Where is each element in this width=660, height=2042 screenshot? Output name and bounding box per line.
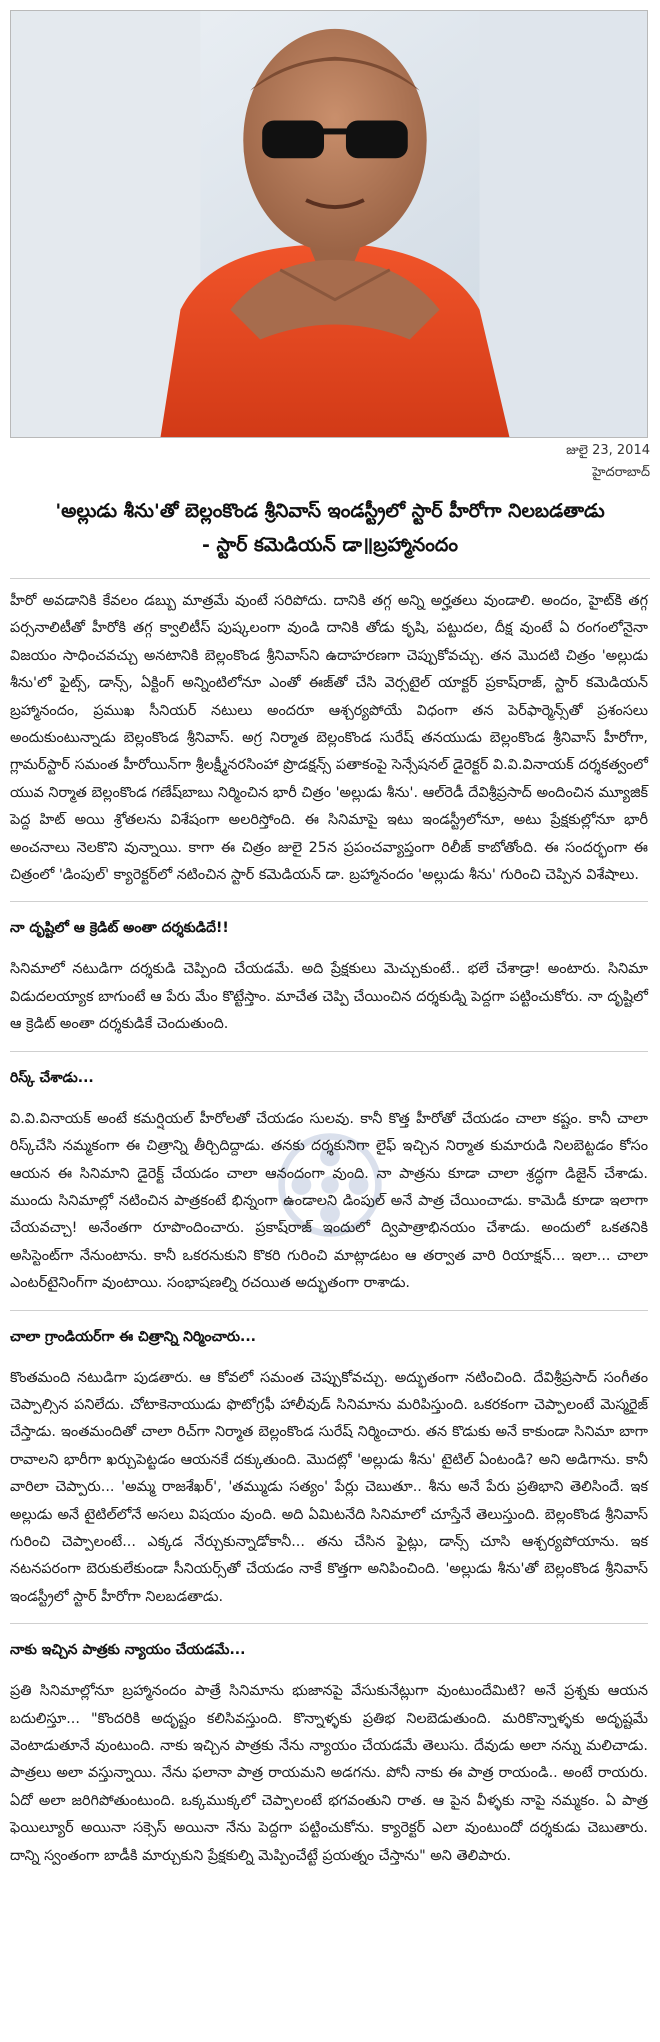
divider bbox=[10, 1623, 648, 1624]
article-place: హైదరాబాద్ bbox=[592, 465, 650, 480]
section-heading: నాకు ఇచ్చిన పాత్రకు న్యాయం చేయడమే... bbox=[10, 1642, 246, 1659]
section-paragraph: ప్రతి సినిమాల్లోనూ బ్రహ్మానందం పాత్రే సినిమాను భుజానపై వేసుకునేట్లుగా వుంటుందేమిటి? అనే ప్రశ్నకు ఆయన బదులిస్తూ... "కొందరికి అదృష్టం కలిసివస్తుంది. కొన్నాళ్ళకు ప్రతిభ నిలబెడుతుంది. మరికొన్నాళ్ళకు అదృష్టమే వెంటాడుతూనే వుంటుంది. నాకు ఇచ్చిన పాత్రకు నేను న్యాయం చేయడమే తెలుసు. దేవుడు అలా నన్ను మలిచాడు. పాత్రలు అలా వస్తున్నాయి. నేను ఫలానా పాత్ర రాయమని అడగను. పోనీ నాకు ఈ పాత్ర రాయండి.. అంటే రాయరు. ఏదో అలా జరిగిపోతుంటుంది. ఒక్కముక్కలో చెప్పాలంటే భగవంతుని రాత. ఆ పైన వీళ్ళకు నాపై నమ్మకం. ఏ పాత్ర ఫెయిల్యూర్ అయినా సక్సెస్ అయినా నేను పెద్దగా పట్టించుకోను. క్యారెక్టర్ ఎలా వుంటుందో దర్శకుడు చెబుతారు. దాన్ని స్వంతంగా బాడీకి మార్చుకుని ప్రేక్షకుల్ని మెప్పించేట్టే ప్రయత్నం చేస్తాను" అని తెలిపారు. bbox=[10, 1683, 648, 1864]
divider bbox=[10, 1310, 648, 1311]
divider bbox=[10, 901, 648, 902]
section-heading: రిస్క్ చేశాడు... bbox=[10, 1069, 94, 1086]
section-paragraph: సినిమాలో నటుడిగా దర్శకుడి చెప్పింది చేయడమే. అది ప్రేక్షకులు మెచ్చుకుంటే.. భలే చేశాడ్రా! అంటారు. సినిమా విడుదలయ్యాక బాగుంటే ఆ పేరు మేం కొట్టేస్తాం. మాచేత చెప్పి చేయించిన దర్శకుడ్ని పెద్దగా పట్టించుకోరు. నా దృష్టిలో ఆ క్రెడిట్ అంతా దర్శకుడికే చెందుతుంది. bbox=[10, 961, 648, 1033]
headline-line-2: - స్టార్ కమెడియన్ డా॥బ్రహ్మానందం bbox=[202, 534, 458, 556]
section-heading: నా దృష్టిలో ఆ క్రెడిట్ అంతా దర్శకుడిదే!! bbox=[10, 920, 229, 937]
article-photo bbox=[10, 10, 648, 438]
divider bbox=[10, 1051, 648, 1052]
dateline bbox=[566, 440, 650, 484]
headline-line-1: 'అల్లుడు శీను'తో బెల్లంకొండ శ్రీనివాస్ ఇండస్ట్రీలో స్టార్ హీరోగా నిలబడతాడు bbox=[55, 500, 605, 522]
person-photo bbox=[11, 11, 647, 437]
intro-paragraph: హీరో అవడానికి కేవలం డబ్బు మాత్రమే వుంటే సరిపోదు. దానికి తగ్గ అన్ని అర్హతలు వుండాలి. అందం, హైట్‌కి తగ్గ పర్సనాలిటీతో హీరోకి తగ్గ క్వాలిటీస్ పుష్కలంగా వుండి దానికి తోడు కృషి, పట్టుదల, దీక్ష వుంటే ఏ రంగంలోనైనా విజయం సాధించవచ్చు అనటానికి బెల్లంకొండ శ్రీనివాస్‌ని ఉదాహరణగా చెప్పుకోవచ్చు. తన మొదటి చిత్రం 'అల్లుడు శీను'లో ఫైట్స్, డాన్స్, ఏక్టింగ్ అన్నింటిలోనూ ఎంతో ఈజ్‌తో చేసి వెర్సటైల్ యాక్టర్ ప్రకాష్‌రాజ్, స్టార్ కమెడియన్ బ్రహ్మానందం, ప్రముఖ సీనియర్ నటులు అందరూ ఆశ్చర్యపోయే విధంగా తన పెర్‌ఫార్మెన్స్‌తో ప్రశంసలు అందుకుంటున్నాడు బెల్లంకొండ శ్రీనివాస్. అగ్ర నిర్మాత బెల్లంకొండ సురేష్ తనయుడు బెల్లంకొండ శ్రీనివాస్ హీరోగా, గ్లామర్‌స్టార్ సమంత హీరోయిన్‌గా శ్రీలక్ష్మీనరసింహా ప్రొడక్షన్స్ పతాకంపై సెన్సేషనల్ డైరెక్టర్ వి.వి.వినాయక్ దర్శకత్వంలో యువ నిర్మాత బెల్లంకొండ గణేష్‌బాబు నిర్మించిన భారీ చిత్రం 'అల్లుడు శీను'. ఆల్‌రెడీ దేవిశ్రీప్రసాద్ అందించిన మ్యూజిక్ పెద్ద హిట్ అయి శ్రోతలను విశేషంగా అలరిస్తోంది. ఈ సినిమాపై ఇటు ఇండస్ట్రీలోనూ, అటు ప్రేక్షకుల్లోనూ భారీ అంచనాలు నెలకొని వున్నాయి. కాగా ఈ చిత్రం జులై 25న ప్రపంచవ్యాప్తంగా రిలీజ్ కాబోతోంది. ఈ సందర్భంగా ఈ చిత్రంలో 'డింపుల్' క్యారెక్టర్‌లో నటించిన స్టార్ కమెడియన్ డా. బ్రహ్మానందం 'అల్లుడు శీను' గురించి చెప్పిన విశేషాలు. bbox=[10, 593, 648, 884]
section-paragraph: కొంతమంది నటుడిగా పుడతారు. ఆ కోవలో సమంత చెప్పుకోవచ్చు. అద్భుతంగా నటించింది. దేవిశ్రీప్రసాద్ సంగీతం చెప్పాల్సిన పనిలేదు. చోటాకెనాయుడు ఫొటోగ్రఫీ హాలీవుడ్ సినిమాను మరిపిస్తుంది. ఒకరకంగా చెప్పాలంటే మెస్మరైజ్ చేస్తాడు. ఇంతమందితో చాలా రిచ్‌గా నిర్మాత బెల్లంకొండ సురేష్ నిర్మించారు. తన కొడుకు అనే కాకుండా సినిమా బాగా రావాలని భారీగా ఖర్చుపెట్టడం ఆయనకే దక్కుతుంది. మొదట్లో 'అల్లుడు శీను' టైటిల్ ఏంటండి? అని అడిగాను. కానీ వారిలా చెప్పారు... 'అమ్మ రాజశేఖర్', 'తమ్ముడు సత్యం' పేర్లు చెబుతూ.. శీను అనే పేరు ప్రతిభాని తెలిసిందే. ఇక అల్లుడు అనే టైటిల్‌లోనే అసలు విషయం వుంది. అది ఏమిటనేది సినిమాలో చూస్తేనే తెలుస్తుంది. బెల్లంకొండ శ్రీనివాస్ గురించి చెప్పాలంటే... ఎక్కడ నేర్చుకున్నాడోకానీ... తను చేసిన ఫైట్లు, డాన్స్ చూసి ఆశ్చర్యపోయాను. ఇక నటనపరంగా బెరుకులేకుండా సీనియర్స్‌తో చేయడం నాకే కొత్తగా అనిపించింది. 'అల్లుడు శీను'తో బెల్లంకొండ శ్రీనివాస్ ఇండస్ట్రీలో స్టార్ హీరోగా నిలబడతాడు. bbox=[10, 1369, 648, 1605]
section-heading: చాలా గ్రాండియర్‌గా ఈ చిత్రాన్ని నిర్మించారు... bbox=[10, 1328, 256, 1345]
article-body bbox=[10, 588, 648, 1882]
section-paragraph: వి.వి.వినాయక్ అంటే కమర్షియల్ హీరోలతో చేయడం సులవు. కానీ కొత్త హీరోతో చేయడం చాలా కష్టం. కానీ చాలా రిస్క్‌చేసి నమ్మకంగా ఈ చిత్రాన్ని తీర్చిదిద్దాడు. తనకు దర్శకునిగా లైఫ్ ఇచ్చిన నిర్మాత కుమారుడి నిలబెట్టడం కోసం ఆయన ఈ సినిమాని డైరెక్ట్ చేయడం చాలా ఆనందంగా వుంది. నా పాత్రను కూడా చాలా శ్రద్ధగా డిజైన్ చేశాడు. ముందు సినిమాల్లో నటించిన పాత్రకంటే భిన్నంగా ఉండాలని డింపుల్ అనే పాత్ర చేయించాడు. కామెడీ కూడా ఇలాగా చేయవచ్చా! అనేంతగా రూపొందించారు. ప్రకాష్‌రాజ్ ఇందులో ద్విపాత్రాభినయం చేశాడు. అందులో ఒకతనికి అసిస్టెంట్‌గా నేనుంటాను. కానీ ఒకరనుకుని కొకరి గురించి మాట్లాడటం ఆ తర్వాత వారి రియాక్షన్... ఇలా... చాలా ఎంటర్‌టైనింగ్‌గా వుంటాయి. సంభాషణల్ని రచయిత అద్భుతంగా రాశాడు. bbox=[10, 1110, 648, 1292]
divider bbox=[10, 578, 650, 579]
article-headline bbox=[40, 494, 620, 562]
article-date: జులై 23, 2014 bbox=[566, 443, 650, 458]
